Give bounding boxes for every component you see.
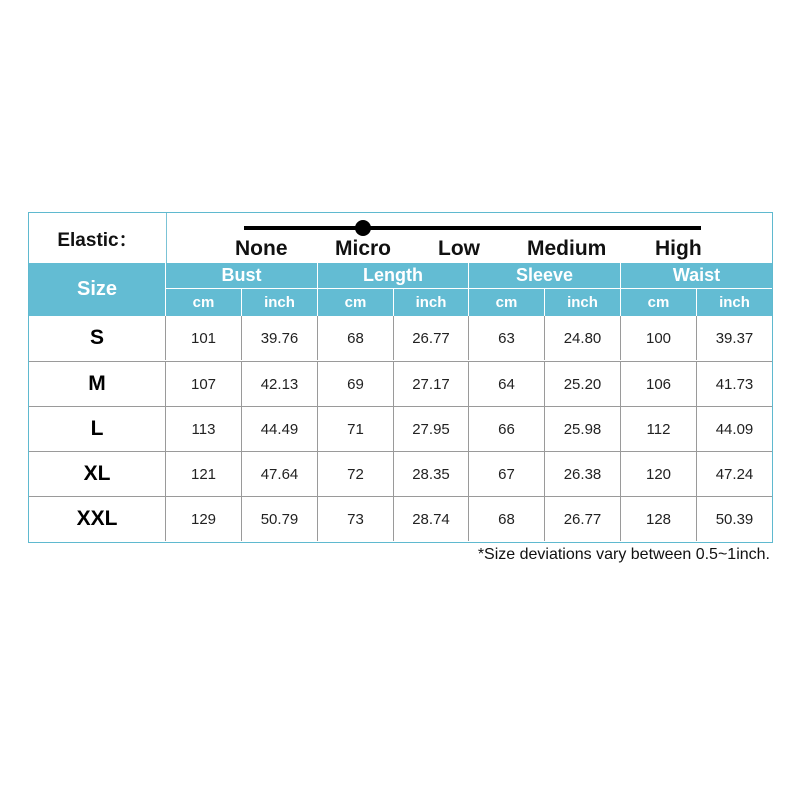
value-cell: 47.64 [242, 452, 318, 496]
value-cell: 39.76 [242, 316, 318, 360]
value-cell: 41.73 [715, 375, 754, 393]
elastic-label: Elastic： [29, 213, 167, 263]
length-inch-header: inch [394, 289, 469, 316]
value-cell: 68 [318, 316, 394, 360]
value-cell: 72 [318, 452, 394, 496]
table-row [29, 361, 772, 406]
value-cell: 64 [469, 362, 545, 406]
sleeve-cm-header: cm [469, 289, 545, 316]
value-cell: 26.77 [545, 497, 621, 541]
length-cm-header: cm [318, 289, 394, 316]
elastic-level-none: None [235, 237, 288, 260]
value-cell: 44.49 [242, 407, 318, 451]
bust-header: Bust [166, 263, 318, 289]
value-cell: 50.79 [242, 497, 318, 541]
value-cell: 112 [621, 407, 697, 451]
value-cell: 129 [166, 497, 242, 541]
elasticity-scale-line [244, 226, 701, 230]
value-cell: 67 [469, 452, 545, 496]
elastic-level-low: Low [438, 237, 480, 260]
value-cell: 24.80 [545, 316, 621, 360]
length-header: Length [318, 263, 469, 289]
size-deviation-note: *Size deviations vary between 0.5~1inch. [477, 546, 770, 563]
value-cell: 73 [318, 497, 394, 541]
size-chart [28, 212, 773, 543]
elasticity-indicator-dot [355, 220, 371, 236]
bust-cm-header: cm [166, 289, 242, 316]
sleeve-inch-header: inch [545, 289, 621, 316]
value-cell: 50.39 [715, 510, 754, 528]
value-cell: 113 [166, 407, 242, 451]
table-row [29, 406, 772, 451]
value-cell: 120 [621, 452, 697, 496]
value-cell: 26.38 [545, 452, 621, 496]
value-cell: 66 [469, 407, 545, 451]
value-cell: 28.35 [394, 452, 469, 496]
value-cell: 121 [166, 452, 242, 496]
table-header [29, 263, 772, 316]
table-row [29, 316, 772, 361]
size-cell: L [29, 407, 166, 451]
size-cell: XL [29, 452, 166, 496]
size-cell: XXL [29, 497, 166, 541]
value-cell: 47.24 [715, 465, 754, 483]
waist-header: Waist [621, 263, 772, 289]
value-cell: 128 [621, 497, 697, 541]
size-cell: S [29, 316, 166, 360]
value-cell: 27.95 [394, 407, 469, 451]
waist-cm-header: cm [621, 289, 697, 316]
value-cell: 25.20 [545, 362, 621, 406]
bust-inch-header: inch [242, 289, 318, 316]
value-cell: 42.13 [242, 362, 318, 406]
value-cell: 68 [469, 497, 545, 541]
value-cell: 107 [166, 362, 242, 406]
elastic-level-medium: Medium [527, 237, 607, 260]
value-cell: 44.09 [715, 420, 754, 438]
value-cell: 27.17 [394, 362, 469, 406]
elastic-level-micro: Micro [335, 237, 392, 260]
table-row [29, 496, 772, 541]
value-cell: 106 [621, 362, 697, 406]
size-column-header: Size [29, 263, 166, 316]
waist-inch-header: inch [719, 294, 750, 311]
elasticity-row [29, 213, 772, 264]
value-cell: 71 [318, 407, 394, 451]
value-cell: 39.37 [715, 329, 754, 347]
value-cell: 25.98 [545, 407, 621, 451]
value-cell: 69 [318, 362, 394, 406]
value-cell: 28.74 [394, 497, 469, 541]
value-cell: 63 [469, 316, 545, 360]
table-row [29, 451, 772, 496]
value-cell: 101 [166, 316, 242, 360]
value-cell: 100 [621, 316, 697, 360]
value-cell: 26.77 [394, 316, 469, 360]
size-cell: M [29, 362, 166, 406]
elastic-level-high: High [655, 237, 702, 260]
sleeve-header: Sleeve [469, 263, 621, 289]
